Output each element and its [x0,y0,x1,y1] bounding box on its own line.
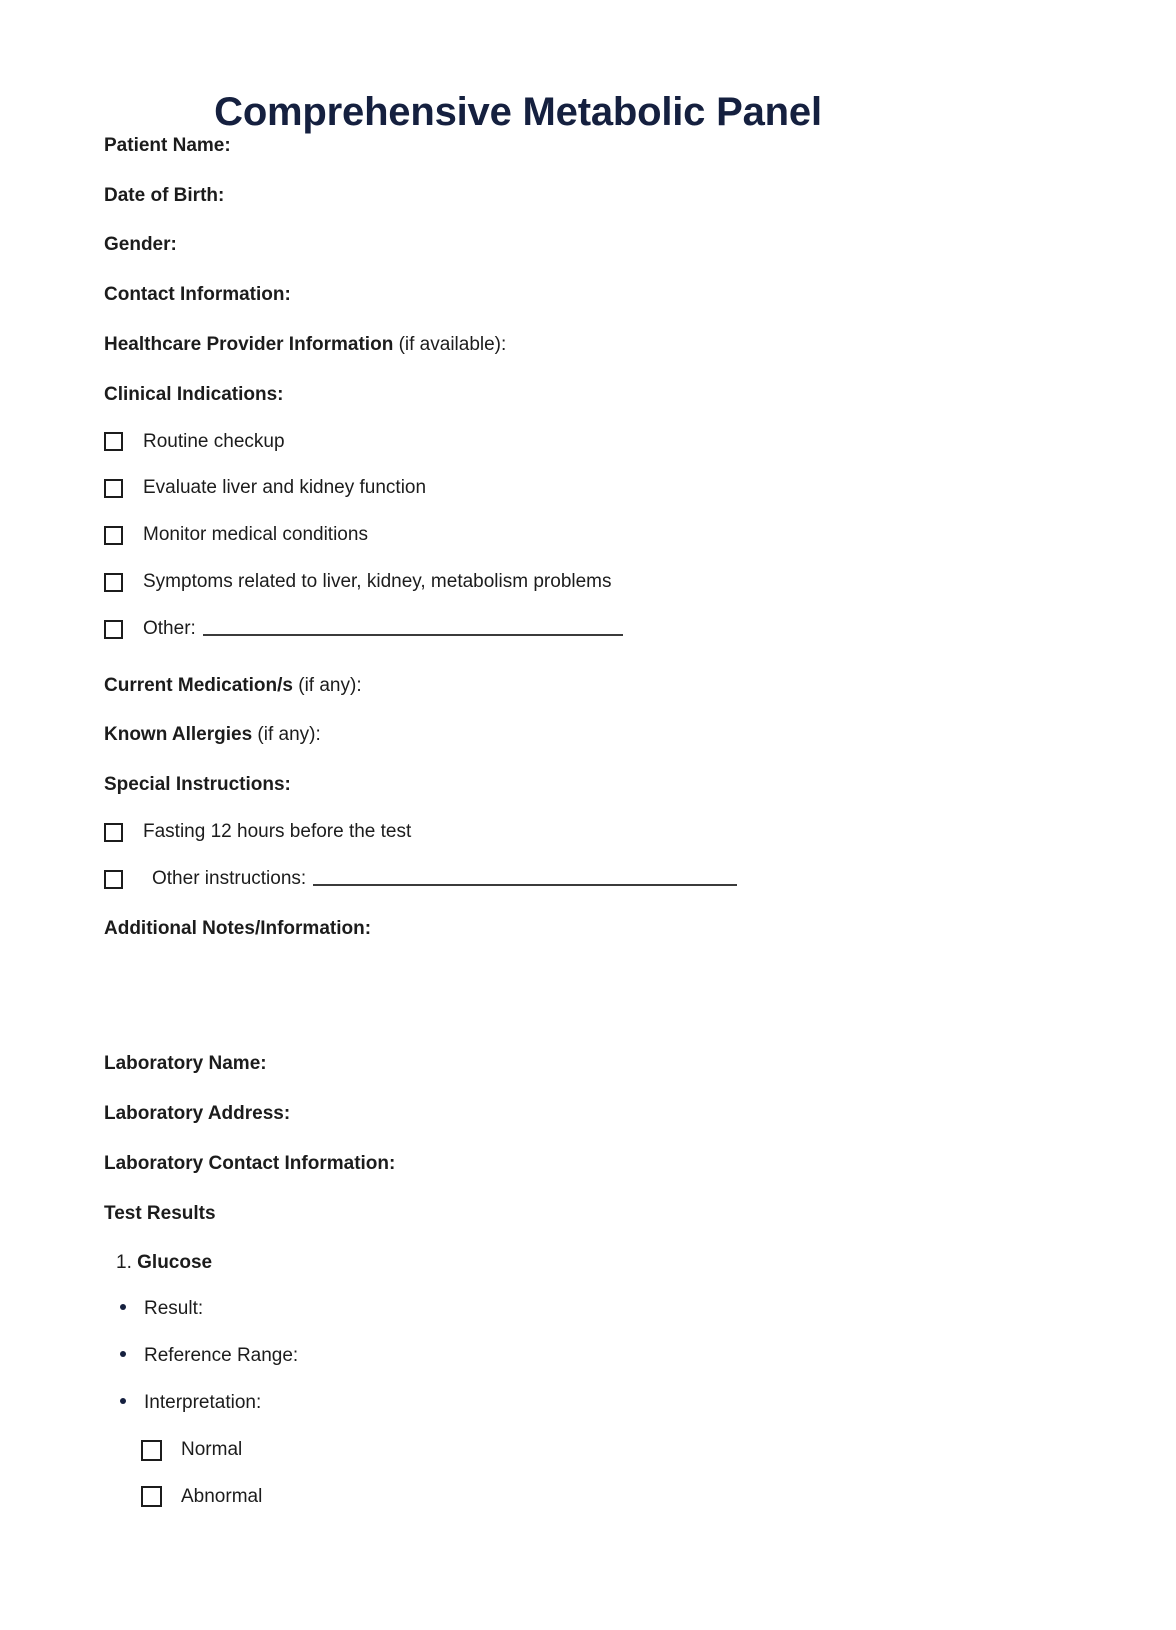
test-name: Glucose [137,1251,213,1273]
other-instructions-fill-line[interactable] [313,872,737,886]
field-gender [104,234,1072,257]
bullet-label: Result: [144,1298,204,1320]
test-results-heading [104,1203,1072,1226]
field-suffix: (if any): [292,674,362,696]
additional-notes-heading [104,918,1072,941]
field-label: Gender: [104,234,177,256]
checkbox-interpretation-normal[interactable] [141,1440,162,1461]
checkbox-label: Fasting 12 hours before the test [143,820,412,842]
field-suffix: (if any): [252,724,321,746]
section-heading-label: Clinical Indications: [104,383,284,405]
field-contact-information [104,284,1072,307]
bullet-icon [120,1304,126,1310]
section-heading-label: Special Instructions: [104,774,291,796]
checkbox-row-interpretation-normal[interactable] [141,1439,1072,1462]
page-title: Comprehensive Metabolic Panel [214,90,822,134]
checkbox-routine-checkup[interactable] [104,432,123,451]
test-field-result [104,1298,1072,1321]
field-label: Laboratory Contact Information: [104,1152,396,1174]
field-known-allergies [104,724,1072,747]
section-heading-label: Additional Notes/Information: [104,917,372,939]
checkbox-label: Normal [181,1438,243,1460]
bullet-icon [120,1351,126,1357]
checkbox-label: Symptoms related to liver, kidney, metabolism problems [143,570,612,592]
field-label: Date of Birth: [104,184,225,206]
bullet-icon [120,1398,126,1404]
section-heading-label: Test Results [104,1202,216,1224]
field-laboratory-name [104,1053,1072,1076]
field-label: Known Allergies [104,724,253,746]
field-label: Current Medication/s [104,674,293,696]
checkbox-clinical-other[interactable] [104,620,123,639]
checkbox-evaluate-liver-kidney[interactable] [104,479,123,498]
field-label: Laboratory Address: [104,1103,291,1125]
checkbox-label: Evaluate liver and kidney function [143,477,427,499]
field-label: Healthcare Provider Information [104,333,394,355]
checkbox-label: Abnormal [181,1485,263,1507]
checkbox-symptoms-related[interactable] [104,573,123,592]
checkbox-row-clinical-other[interactable] [104,618,1072,641]
checkbox-label: Other: [143,617,196,639]
test-field-reference-range [104,1345,1072,1368]
field-suffix: (if available): [393,333,507,355]
field-laboratory-contact-information [104,1153,1072,1176]
clinical-other-fill-line[interactable] [203,622,623,636]
checkbox-row-evaluate-liver-kidney[interactable] [104,477,1072,500]
additional-notes-blank-area[interactable] [104,940,1072,1026]
bullet-label: Reference Range: [144,1345,299,1367]
test-field-interpretation [104,1392,1072,1415]
field-label: Contact Information: [104,284,291,306]
field-patient-name [104,135,1072,158]
checkbox-row-interpretation-abnormal[interactable] [141,1486,1072,1509]
checkbox-monitor-medical-conditions[interactable] [104,526,123,545]
checkbox-label: Routine checkup [143,430,285,452]
list-number: 1. [116,1251,132,1273]
checkbox-fasting[interactable] [104,823,123,842]
checkbox-row-routine-checkup[interactable] [104,431,1072,454]
clinical-indications-heading [104,384,1072,407]
checkbox-row-fasting[interactable] [104,821,1072,844]
field-label: Patient Name: [104,134,231,156]
test-result-item-glucose [104,1252,1072,1275]
bullet-label: Interpretation: [144,1391,262,1413]
field-current-medications [104,675,1072,698]
field-laboratory-address [104,1103,1072,1126]
checkbox-row-monitor-medical-conditions[interactable] [104,524,1072,547]
checkbox-label: Monitor medical conditions [143,524,368,546]
field-healthcare-provider-information [104,334,1072,357]
checkbox-row-symptoms-related[interactable] [104,571,1072,594]
field-date-of-birth [104,185,1072,208]
checkbox-row-other-instructions[interactable] [104,868,1072,891]
field-label: Laboratory Name: [104,1053,267,1075]
special-instructions-heading [104,774,1072,797]
checkbox-interpretation-abnormal[interactable] [141,1486,162,1507]
checkbox-label: Other instructions: [152,867,307,889]
checkbox-other-instructions[interactable] [104,870,123,889]
